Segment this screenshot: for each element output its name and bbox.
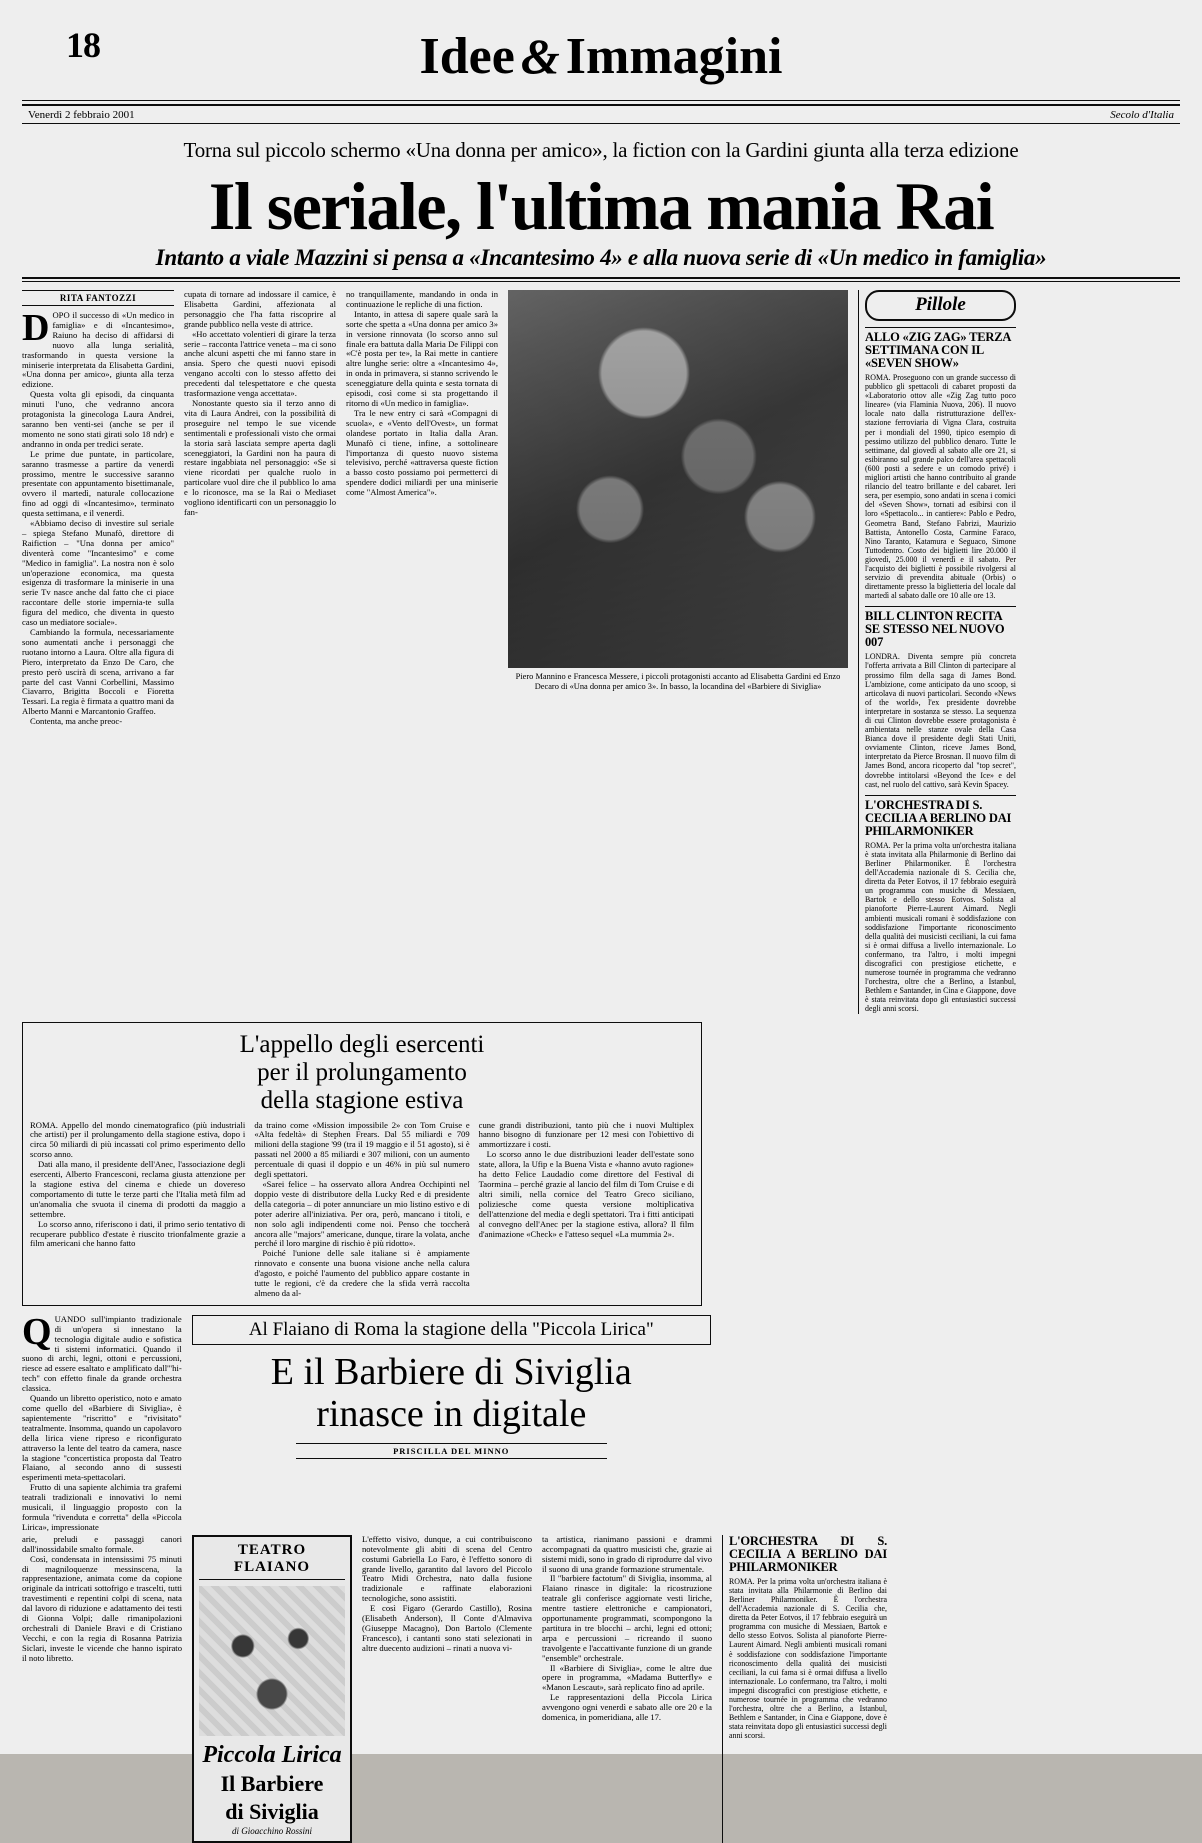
barbiere-col2 bbox=[362, 1535, 532, 1843]
lead-byline: RITA FANTOZZI bbox=[22, 290, 174, 306]
paragraph: Questa volta gli episodi, da cinquanta minuti l'uno, che vedranno ancora protagonista la ginecologa Laura Andrei, saranno ben venti-sei (anche se per il momento ne sono stati girati solo 18 ndr) e andranno in onda per tredici serate. bbox=[22, 389, 174, 449]
paragraph: Il "barbiere factotum" di Siviglia, insomma, al Flaiano rinasce in digitale: la ricostruzione teatrale gli conferisce aggiornate vesti liriche, mentre tastiere elettroniche e campionatori, opportunamente programmati, scompongono la partitura in tre blocchi – archi, legni ed ottoni; arpa e percussioni – ricreando il suono travolgente e l'accattivante funzione di un grande "ensemble" orchestrale. bbox=[542, 1573, 712, 1663]
lead-rule bbox=[22, 277, 1180, 282]
masthead-title-part1: dee bbox=[439, 28, 515, 85]
theatre-poster bbox=[192, 1535, 352, 1843]
pillole-badge-drop: P bbox=[915, 294, 927, 315]
pillole-item-2-body: LONDRA. Diventa sempre più concreta l'offerta arrivata a Bill Clinton di partecipare al prossimo film della saga di James Bond. L'ambizione, come anticipato da uno scoop, si articolava di nuovi particolari. Secondo «News of the world», l'ex presidente dovrebbe interpretare in sostanza se stesso. La sequenza di cui Clinton dovrebbe essere protagonista è ambientata nelle stanze ovale della Casa Bianca dove il presidente degli Stati Uniti, ovviamente Clinton, riceve James Bond, interpretato da Pierce Brosnan. Il nuovo film di James Bond, ancora ricoperto dal "top secret", dovrebbe intitolarsi «Beyond the Ice» e del cast, nel ruolo del cattivo, sarà Kevin Spacey. bbox=[865, 652, 1016, 789]
paragraph: «Abbiamo deciso di investire sul seriale – spiega Stefano Munafò, direttore di Raifiction – "Una donna per amico" diventerà come "Incantesimo" e come "Medico in famiglia". La nostra non è solo un'operazione economica, ma questa esigenza di trasformare la miniserie in una serie Tv nasce anche dal fatto che ci piace raccontare delle storie impernia-te sulla figura del medico, che diventa in questo caso un mediatore sociale». bbox=[22, 518, 174, 628]
paragraph: Il «Barbiere di Siviglia», come le altre due opere in programma, «Madama Butterfly» e «Manon Lescaut», sarà replicato fino ad aprile. bbox=[542, 1662, 712, 1693]
article-photo bbox=[508, 290, 848, 668]
lead-column-2 bbox=[184, 290, 336, 1014]
pillole-item-3-body: ROMA. Per la prima volta un'orchestra italiana è stata invitata alla Philarmonie di Berlino dai Berliner Philarmoniker. È l'orchestra dell'Accademia nazionale di S. Cecilia che, diretta da Peter Eotvos, il 17 febbraio eseguirà un programma con musiche di Messiaen, Bartok e dello stesso Eotvos. Solista al pianoforte Pierre-Laurent Aimard. Negli ambienti musicali romani è soddisfazione con soddisfazione l'importante riconoscimento della qualità dei musicisti ceciliani, la cui fama si è ormai diffusa a livello internazionale. Lo confermano, tra l'altro, i molti impegni discografici con prestigiose etichette, e numerose tournée in programma che vedranno l'orchestra, oltre che a Berlino, a Istanbul, Bethlem e Santander, in Cina e Giappone, dove è stata reinvitata dopo gli entusiastici successi degli anni scorsi. bbox=[865, 840, 1016, 1014]
lead-col3-text bbox=[346, 290, 498, 498]
paragraph: arie, preludi e passaggi canori dall'inossidabile smalto formale. bbox=[22, 1533, 182, 1554]
barbiere-col3 bbox=[542, 1535, 712, 1843]
paragraph: Intanto, in attesa di sapere quale sarà la sorte che spetta a «Una donna per amico 3» in versione rinnovata (lo scorso anno sul finale era battuta dalla Maria De Filippi con «C'è posta per te», la Rai mette in cantiere altre lunghe serie: oltre a «Incantesimo 4», in onda in primavera, si stanno scrivendo le sceneggiature della quinta e sesta tornata di episodi, così come si sta progettando il ritorno di «Un medico in famiglia». bbox=[346, 308, 498, 408]
esercenti-article bbox=[22, 1022, 702, 1306]
dateline bbox=[22, 106, 1180, 123]
lead-columns bbox=[22, 290, 1180, 1014]
paragraph: E così Figaro (Gerardo Castillo), Rosina (Elisabeth Anderson), Il Conte d'Almaviva (Giuseppe Macagno), Don Bartolo (Clemente Francesco), i cantanti sono stati selezionati in altre duecento audizioni – rinati a nuova vi- bbox=[362, 1603, 532, 1653]
barbiere-title-line2: rinasce in digitale bbox=[316, 1392, 587, 1435]
pillole-overflow-column bbox=[722, 1535, 887, 1843]
paragraph: Le rappresentazioni della Piccola Lirica avvengono ogni venerdì e sabato alle ore 20 e la domenica, in pomeridiana, alle 17. bbox=[542, 1692, 712, 1723]
masthead-drop-i2: I bbox=[565, 28, 587, 85]
poster-brand: Piccola Lirica bbox=[202, 1741, 342, 1768]
photo-caption: Piero Mannino e Francesca Messere, i piccoli protagonisti accanto ad Elisabetta Gardini ed Enzo Decaro di «Una donna per amico 3». In basso, la locandina del «Barbiere di Siviglia» bbox=[515, 672, 841, 691]
paragraph: «Ho accettato volentieri di girare la terza serie – racconta l'attrice veneta – ma ci sono anche alcuni aspetti che mi fanno stare in ansia. Spero che questi nuovi episodi vengano accolti con lo stesso affetto dei precedenti dal telespettatore e che questa trasformazione venga accettata». bbox=[184, 328, 336, 399]
paragraph: Contenta, ma anche preoc- bbox=[30, 716, 123, 727]
esercenti-title-line3: della stagione estiva bbox=[260, 1086, 464, 1114]
esercenti-col2 bbox=[254, 1121, 469, 1299]
barbiere-byline: PRISCILLA DEL MINNO bbox=[296, 1443, 607, 1459]
paragraph: Le prime due puntate, in particolare, saranno trasmesse a partire da venerdì prossimo, mentre le successive saranno presentate con appuntamento bisettimanale, ovvero il martedì, naturale collocazione fino ad oggi di «Incantesimo», terminato questa settimana, e il venerdì. bbox=[22, 448, 174, 519]
lead-photo-column bbox=[508, 290, 848, 1014]
paragraph: Tra le new entry ci sarà «Compagni di scuola», e «Vento dell'Ovest», un format olandese portato in Italia dalla Aran. Munafò ci tiene, infine, a sottolineare l'importanza di questo nuovo sistema televisivo, perché «attraversa queste fiction a basso costo possiamo poi permetterci di spendere dodici miliardi per una miniserie come "Almost America"». bbox=[346, 407, 498, 498]
esercenti-title-line2: per il prolungamento bbox=[257, 1058, 467, 1086]
barbiere-head bbox=[192, 1315, 711, 1533]
masthead-ampersand: & bbox=[520, 28, 560, 84]
paragraph: cupata di tornare ad indossare il camice, è Elisabetta Gardini, affezionata al personaggio che l'ha fatta riscoprire al grande pubblico nella veste di attrice. bbox=[184, 289, 336, 329]
paragraph: Lo scorso anno le due distribuzioni leader dell'estate sono state, allora, la Ufip e la Buena Vista e «hanno avuto ragione» ha detto Felice Laudadio come direttore del Festival di Taormina – perché grazie al lancio del film di Tom Cruise e di altri simili, nella cornice del Teatro Greco siciliano, poliziesche come questa versione moltiplicativa dell'attenzione del media e degli spettatori. Tra i fitti anticipati al convegno dell'Anec per la stagione estiva, allora? Il film d'animazione «Check» e l'atteso sequel «La mummia 2». bbox=[478, 1149, 694, 1239]
poster-opera-line2: di Siviglia bbox=[225, 1798, 319, 1824]
pillole-item-3-title: L'ORCHESTRA DI S. CECILIA A BERLINO DAI PHILARMONIKER bbox=[865, 795, 1016, 838]
paragraph: ROMA. Appello del mondo cinematografico (più industriali che artisti) per il prolungamento della stagione estiva, dopo i circa 50 miliardi di più incassati col primo esperimento dello scorso anno. bbox=[30, 1119, 246, 1160]
pillole-sidebar bbox=[858, 290, 1016, 1014]
pillole-item-1-title: ALLO «ZIG ZAG» TERZA SETTIMANA CON IL «SEVEN SHOW» bbox=[865, 327, 1016, 370]
lead-col1-text bbox=[22, 307, 174, 727]
paragraph: Cambiando la formula, necessariamente sono aumentati anche i personaggi che ruotano intorno a Laura. Oltre alla figura di Piero, interpretato da Enzo De Caro, che presto però uscirà di scena, arrivano a far parte del cast Vanni Corbellini, Massimo Ciavarro, Brigitta Boccoli e Fioretta Tessari. La regia è firmata a quattro mani da Alberto Manni e Marcantonio Graffeo. bbox=[22, 627, 174, 717]
pillole-item-3-title-dup: L'ORCHESTRA DI S. CECILIA A BERLINO DAI PHILARMONIKER bbox=[729, 1533, 887, 1574]
masthead-title-part2: mmagini bbox=[586, 28, 783, 85]
page-number: 18 bbox=[66, 25, 100, 65]
paragraph: Così, condensata in intensissimi 75 minuti di magniloquenze messinscena, la rappresentazione, animata come da copione originale da intricati sottofrigo e trascelti, tutti travestimenti e repentini colpi di scena, nata dal lavoro di riduzione e adattamento dei testi di Gionna Volpi; dalle rimanipolazioni orchestrali di Daniele Bravi e di Cristiano Vecchi, e con la regia di Rosanna Patrizia Siclari, investe le vicende che hanno ispirato il noto libretto. bbox=[22, 1553, 182, 1663]
poster-theatre-name: TEATRO FLAIANO bbox=[199, 1542, 345, 1580]
barbiere-right-top bbox=[721, 1315, 1180, 1533]
paragraph: Lo scorso anno, riferiscono i dati, il primo serio tentativo di recuperare pubblico d'estate è riuscito trionfalmente grazie a film americani che hanno fatto bbox=[30, 1218, 246, 1249]
lead-kicker: Torna sul piccolo schermo «Una donna per amico», la fiction con la Gardini giunta alla terza edizione bbox=[183, 138, 1019, 162]
poster-artwork bbox=[199, 1586, 345, 1736]
paragraph: ta artistica, rianimano passioni e drammi accompagnati da quattro musicisti che, grazie ai sistemi midi, sono in grado di riprodurre dal vivo il suono di una grande formazione strumentale. bbox=[542, 1533, 712, 1574]
barbiere-col1 bbox=[22, 1535, 182, 1843]
paragraph: Poiché l'unione delle sale italiane si è ampiamente rinnovato e consente una buona visione anche nella calura d'agosto, e poiché l'aumento del pubblico appare costante in tutte le regioni, c'è da credere che la sfida verrà raccolta almeno da al- bbox=[254, 1248, 470, 1298]
paragraph: Nonostante questo sia il terzo anno di vita di Laura Andrei, con la possibilità di proseguire nel tempo le sue vicende sentimentali e professionali visto che ormai la storia sarà lasciata sempre aperta dagli sceneggiatori, la Gardini non ha paura di restare ingabbiata nel personaggio: «Se si viene ricordati per qualche ruolo in particolare vuol dire che il pubblico lo ama e lo riconosce, ma se la Rai o Mediaset vogliono identificarti con un personaggio lo fan- bbox=[184, 397, 336, 517]
barbiere-title-line1: E il Barbiere di Siviglia bbox=[270, 1350, 632, 1393]
paragraph: Dati alla mano, il presidente dell'Anec, l'associazione degli esercenti, Alberto Francesconi, reclama giusta attenzione per la stagione estiva del cinema e chiede un dovereso comportamento di tutte le terze parti che l'Italia metà film ad un'anomalia che svuota il cinema di prodotti da maggio a settembre. bbox=[30, 1159, 246, 1219]
paragraph: DOPO il successo di «Un medico in famiglia» e di «Incantesimo», Raiuno ha deciso di affidarsi di nuovo alla lunga serialità, trasformando in questa versione la miniserie interpretata da Elisabetta Gardini, «Una donna per amico», giunta alla terza edizione. bbox=[22, 307, 174, 390]
esercenti-col1 bbox=[30, 1121, 245, 1299]
esercenti-columns bbox=[30, 1121, 694, 1299]
pillole-badge-text: illole bbox=[926, 294, 966, 315]
paragraph: L'effetto visivo, dunque, a cui contribuiscono notevolmente gli abiti di scena del Centro costumi Gabriella Lo Faro, è l'effetto sonoro di grande livello, garantito dal lavoro del Piccolo Teatro Midi Orchestra, nato dalla fusione tradizionale e raffinate elaborazioni tecnologiche, sono assistiti. bbox=[362, 1533, 532, 1604]
lead-col2-text bbox=[184, 290, 336, 518]
paragraph: «Sarei felice – ha osservato allora Andrea Occhipinti nel doppio veste di distributore della Lucky Red e di presidente della categoria – di poter annunciare un mio listino estivo e di poter aderire all'iniziativa. Per ora, però, mancano i titoli, e non solo agli indipendenti come noi. Penso che toccherà ancora alle "majors" americane, dunque, tirare la volata, anche perché il loro margine di rischio è più ridotto». bbox=[254, 1178, 470, 1249]
paragraph: Frutto di una sapiente alchimia tra grafemi teatrali tradizionali e innovativi lo nemi musicali, il linguaggio proposto con la formula "rivenduta e corretta" della «Piccola Lirica», impressionate bbox=[22, 1482, 182, 1532]
lead-column-3 bbox=[346, 290, 498, 1014]
lead-subhead: Intanto a viale Mazzini si pensa a «Incantesimo 4» e alla nuova serie di «Un medico in famiglia» bbox=[155, 245, 1047, 270]
dateline-rule bbox=[22, 123, 1180, 124]
pillole-badge bbox=[865, 290, 1016, 321]
paragraph: QUANDO sull'impianto tradizionale di un'opera si innestano la tecnologia digitale audio e sofistica ti sistemi informatici. Quando il suono di archi, legni, ottoni e percussioni, riesce ad essere esaltato e amplificato dall'"hi-tech" con effetto finale da grande orchestra classica. bbox=[22, 1310, 182, 1394]
lead-column-1 bbox=[22, 290, 174, 1014]
poster-opera-line1: Il Barbiere bbox=[220, 1770, 324, 1796]
pillole-item-1-body: ROMA. Proseguono con un grande successo di pubblico gli spettacoli di cabaret proposti da «Laboratorio ottov alle «Zig Zag tutto poco lineare» (via Flaminia Nuova, 206). Il nuovo locale nato dalla ristrutturazione dell'ex-stazione ferroviaria di Vigna Clara, costruita per i mondiali del 1990, tipico esempio di pessimo utilizzo del pubblico denaro. Tutte le settimane, dal giovedì al sabato alle ore 21, si esibiranno sul grande palco dell'area spettacoli (600 posti a sedere e un comodo privé) i migliori artisti che hanno contribuito al grande rilancio del teatro brillante e del cabaret. Ieri sera, per esempio, sono andati in scena i comici del «Seven Show», tornati ad esibirsi con il loro «Spettacolo... in cantiere»: Pablo e Pedro, Geometra Band, Stefano Fabrizi, Maurizio Battista, Antonello Costa, Carmine Faraco, Nino Taranto, Katamura e Seguaco, Simone Tuttodentro. Costo dei biglietti lire 20.000 il giovedì, 25.000 il venerdì e il sabato. Per l'acquisto dei biglietti è possibile rivolgersi al servizio di prevendita abituale (Orbis) o direttamente presso la biglietteria del locale dal martedì al sabato dalle ore 10 alle ore 13. bbox=[865, 373, 1016, 601]
barbiere-ad-column bbox=[192, 1535, 352, 1843]
poster-composer: di Gioacchino Rossini bbox=[232, 1825, 312, 1836]
dateline-date: Venerdì 2 febbraio 2001 bbox=[28, 109, 135, 121]
esercenti-col3 bbox=[479, 1121, 694, 1299]
esercenti-title-line1: L'appello degli esercenti bbox=[239, 1030, 485, 1058]
paragraph: Quando un libretto operistico, noto e amato come quello del «Barbiere di Siviglia», è sapientemente "riscritto" e "rivisitato" teatralmente. Insomma, quando un capolavoro della lirica viene ripreso e riconfigurato attraverso la lente del teatro da camera, nasce la stagione "concertistica proposta dal Teatro Flaiano, al secondo anno di sussesti esperimenti meta-spettacolari. bbox=[22, 1393, 182, 1483]
barbiere-intro-column bbox=[22, 1310, 182, 1533]
masthead-drop-i1: I bbox=[419, 28, 440, 85]
paragraph: cune grandi distribuzioni, tanto più che i nuovi Multiplex hanno bisogno di funzionare per 12 mesi con l'obiettivo di ammortizzare i costi. bbox=[478, 1119, 694, 1150]
pillole-item-3-body-dup: ROMA. Per la prima volta un'orchestra italiana è stata invitata alla Philarmonie di Berlino dai Berliner Philarmoniker. È l'orchestra dell'Accademia nazionale di S. Cecilia che, diretta da Peter Eotvos, il 17 febbraio eseguirà un programma con musiche di Messiaen, Bartok e dello stesso Eotvos. Solista al pianoforte Pierre-Laurent Aimard. Negli ambienti musicali romani è soddisfazione con soddisfazione l'importante riconoscimento della qualità dei musicisti ceciliani, la cui fama si è ormai diffusa a livello internazionale. Lo confermano, tra l'altro, i molti impegni discografici con prestigiose etichette, e numerose tournée in programma che vedranno l'orchestra, oltre che a Berlino, a Istanbul, Bethlem e Santander, in Cina e Giappone, dove è stata reinvitata dopo gli entusiastici successi degli anni scorsi. bbox=[729, 1576, 887, 1741]
pillole-item-2-title: BILL CLINTON RECITA SE STESSO NEL NUOVO 007 bbox=[865, 606, 1016, 649]
dateline-paper: Secolo d'Italia bbox=[1110, 109, 1174, 121]
barbiere-band: Al Flaiano di Roma la stagione della "Piccola Lirica" bbox=[192, 1315, 711, 1345]
masthead-title bbox=[22, 18, 1180, 87]
masthead bbox=[22, 18, 1180, 96]
barbiere-title bbox=[192, 1345, 711, 1439]
paragraph: no tranquillamente, mandando in onda in continuazione le repliche di una fiction. bbox=[346, 289, 498, 309]
lead-headline: Il seriale, l'ultima mania Rai bbox=[208, 168, 994, 244]
esercenti-title bbox=[30, 1029, 694, 1121]
paragraph: da traino come «Mission impossibile 2» con Tom Cruise e «Alta fedeltà» di Stephen Frears. Dal 55 miliardi e 709 milioni della stagione '99 (tra il 19 maggio e il 51 agosto), si è passati nel 2000 a 85 miliardi e 307 milioni, con un aumento percentuale di quasi il doppio e un 46% in più sul numero degli spettatori. bbox=[254, 1119, 470, 1180]
